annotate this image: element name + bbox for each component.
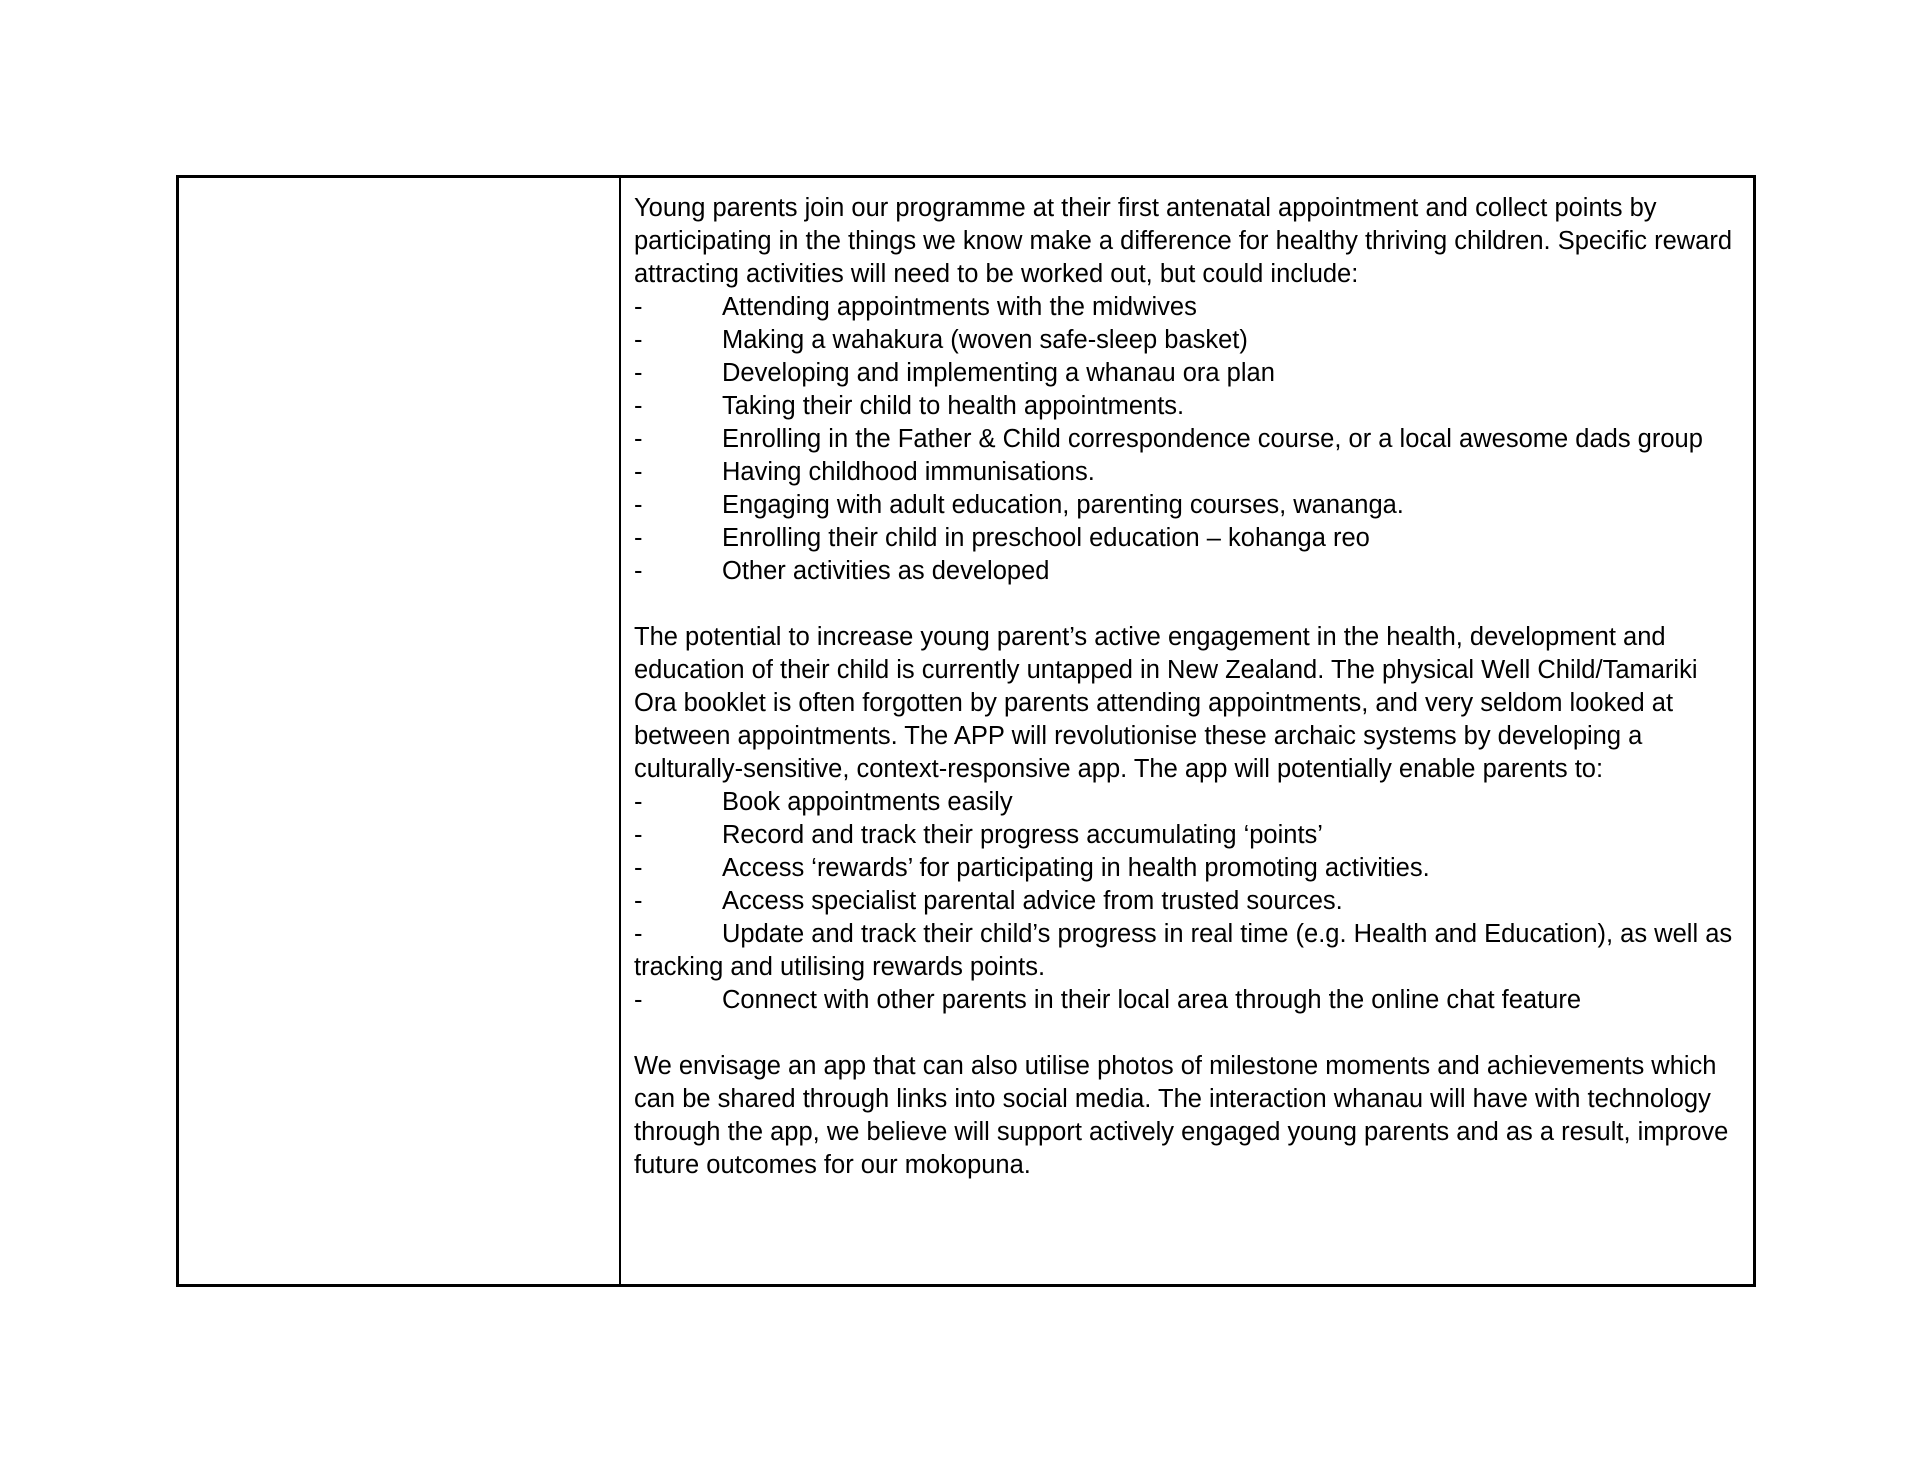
- list-item-text: Record and track their progress accumulating ‘points’: [722, 821, 1323, 849]
- list-dash: -: [634, 524, 643, 552]
- list-item: [634, 489, 1741, 522]
- list-item: [634, 786, 1741, 819]
- list-item-text: Update and track their child’s progress in real time (e.g. Health and Education), as well as tracking and utilising rewards points.: [634, 920, 1733, 981]
- list-item-text: Developing and implementing a whanau ora plan: [722, 359, 1275, 387]
- list-dash: -: [634, 359, 643, 387]
- list-dash: -: [634, 392, 643, 420]
- closing-paragraph: We envisage an app that can also utilise photos of milestone moments and achievements which can be shared through links into social media. The interaction whanau will have with technology through the app, we believe will support actively engaged young parents and as a result, improve future outcomes for our mokopuna.: [634, 1052, 1729, 1179]
- list-item-text: Book appointments easily: [722, 788, 1013, 816]
- list-dash: -: [634, 986, 643, 1014]
- content-table: [176, 175, 1756, 1287]
- list-dash: -: [634, 788, 643, 816]
- intro-paragraph: Young parents join our programme at their first antenatal appointment and collect points by participating in the things we know make a difference for healthy thriving children. Specific reward attracting activities will need to be worked out, but could include:: [634, 194, 1733, 288]
- list-dash: -: [634, 821, 643, 849]
- list-item: [634, 357, 1741, 390]
- list-dash: -: [634, 920, 643, 948]
- list-item: [634, 324, 1741, 357]
- paragraph-gap: [634, 588, 1741, 621]
- list-item-text: Having childhood immunisations.: [722, 458, 1095, 486]
- app-features-list: [634, 786, 1741, 1017]
- list-item-text: Access ‘rewards’ for participating in health promoting activities.: [722, 854, 1430, 882]
- list-item: [634, 555, 1741, 588]
- list-item: [634, 852, 1741, 885]
- list-item-text: Attending appointments with the midwives: [722, 293, 1197, 321]
- activities-list: [634, 291, 1741, 588]
- list-item-text: Engaging with adult education, parenting courses, wananga.: [722, 491, 1404, 519]
- list-item: [634, 885, 1741, 918]
- list-dash: -: [634, 854, 643, 882]
- list-dash: -: [634, 491, 643, 519]
- list-dash: -: [634, 326, 643, 354]
- list-item: [634, 984, 1741, 1017]
- list-item-text: Enrolling in the Father & Child correspondence course, or a local awesome dads group: [722, 425, 1703, 453]
- list-item: [634, 522, 1741, 555]
- empty-left-cell: [179, 178, 621, 1284]
- list-item-text: Connect with other parents in their local area through the online chat feature: [722, 986, 1582, 1014]
- list-item-text: Enrolling their child in preschool education – kohanga reo: [722, 524, 1370, 552]
- list-item-text: Access specialist parental advice from trusted sources.: [722, 887, 1343, 915]
- list-item: [634, 819, 1741, 852]
- potential-paragraph: The potential to increase young parent’s active engagement in the health, development and education of their child is currently untapped in New Zealand. The physical Well Child/Tamariki Ora booklet is often forgotten by parents attending appointments, and very seldom looked at between appointments. The APP will revolutionise these archaic systems by developing a culturally-sensitive, context-responsive app. The app will potentially enable parents to:: [634, 623, 1698, 783]
- list-dash: -: [634, 887, 643, 915]
- list-item: [634, 456, 1741, 489]
- paragraph-gap: [634, 1017, 1741, 1050]
- description-cell: [621, 178, 1753, 1284]
- list-item: [634, 291, 1741, 324]
- list-item: [634, 423, 1741, 456]
- list-dash: -: [634, 293, 643, 321]
- list-item-text: Other activities as developed: [722, 557, 1050, 585]
- list-dash: -: [634, 458, 643, 486]
- list-item-text: Taking their child to health appointments.: [722, 392, 1185, 420]
- list-item: [634, 918, 1741, 984]
- list-item: [634, 390, 1741, 423]
- list-dash: -: [634, 557, 643, 585]
- list-item-text: Making a wahakura (woven safe-sleep basket): [722, 326, 1248, 354]
- list-dash: -: [634, 425, 643, 453]
